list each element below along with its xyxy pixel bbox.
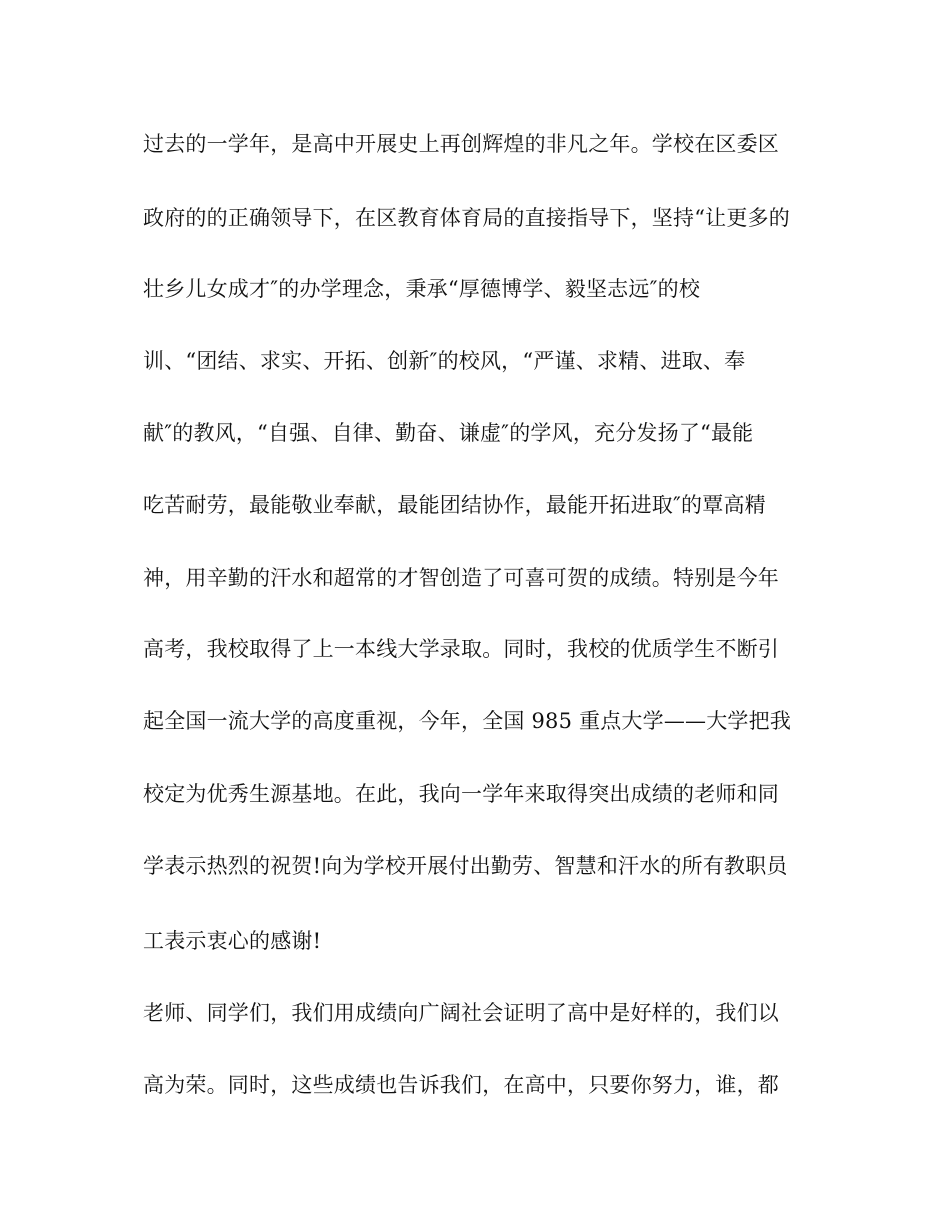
text-line: 神，用辛勤的汗水和超常的才智创造了可喜可贺的成绩。特别是今年 — [143, 566, 779, 590]
text-line: 训、“团结、求实、开拓、创新″的校风，“严谨、求精、进取、奉 — [143, 349, 746, 373]
text-line: 起全国一流大学的高度重视，今年，全国 985 重点大学——大学把我 — [143, 709, 792, 733]
text-line: 献″的教风，“自强、自律、勤奋、谦虚″的学风，充分发扬了“最能 — [143, 421, 754, 445]
text-line: 工表示衷心的感谢! — [143, 929, 322, 953]
text-line: 校定为优秀生源基地。在此，我向一学年来取得突出成绩的老师和同 — [143, 782, 779, 806]
text-line: 高考，我校取得了上一本线大学录取。同时，我校的优质学生不断引 — [143, 637, 779, 661]
text-line: 高为荣。同时，这些成绩也告诉我们，在高中，只要你努力，谁，都 — [143, 1073, 779, 1097]
text-line: 壮乡儿女成才″的办学理念，秉承“厚德博学、毅坚志远″的校 — [143, 277, 701, 301]
text-line: 过去的一学年，是高中开展史上再创辉煌的非凡之年。学校在区委区 — [143, 132, 779, 156]
text-line: 老师、同学们，我们用成绩向广阔社会证明了高中是好样的，我们以 — [143, 1001, 779, 1025]
text-line: 吃苦耐劳，最能敬业奉献，最能团结协作，最能开拓进取″的覃高精 — [143, 493, 766, 517]
text-line: 学表示热烈的祝贺!向为学校开展付出勤劳、智慧和汗水的所有教职员 — [143, 854, 788, 878]
text-line: 政府的的正确领导下，在区教育体育局的直接指导下，坚持“让更多的 — [143, 206, 790, 230]
